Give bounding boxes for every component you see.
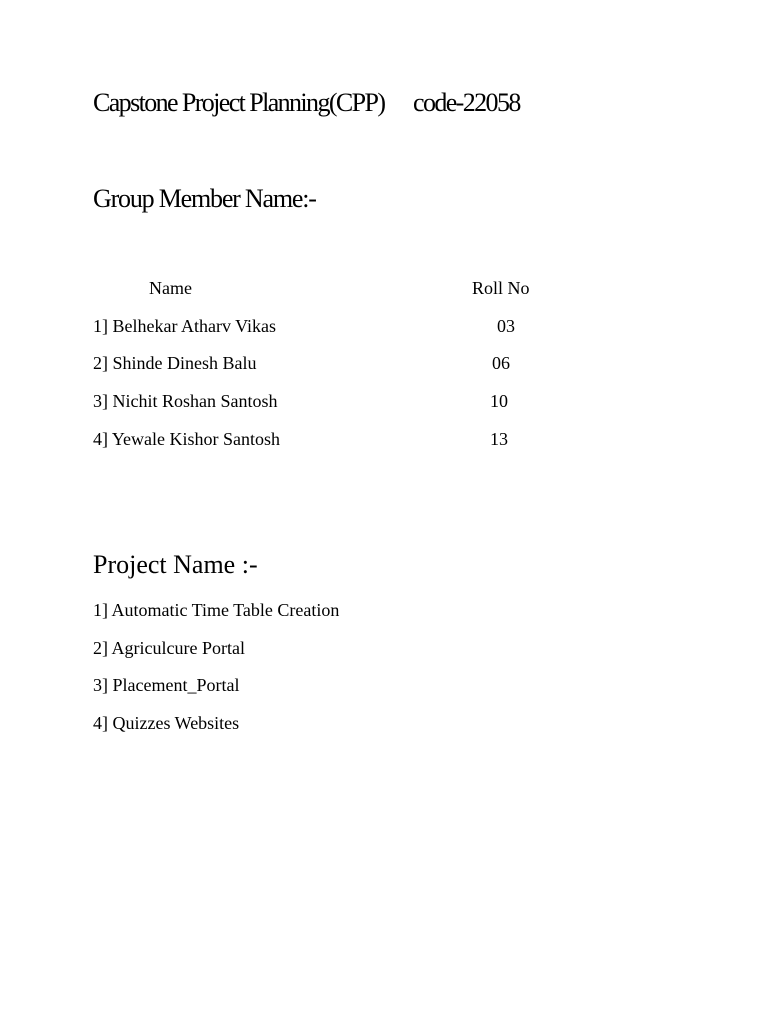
- name-column-header: Name: [149, 278, 192, 298]
- member-name: 3] Nichit Roshan Santosh: [93, 391, 278, 412]
- list-item: 3] Placement_Portal: [93, 675, 240, 696]
- member-roll-no: 13: [490, 428, 508, 449]
- list-item: 2] Agriculcure Portal: [93, 637, 245, 658]
- project-name-heading: Project Name :-: [93, 550, 258, 579]
- table-row: [93, 389, 573, 427]
- member-roll-no: 03: [497, 315, 515, 336]
- member-name: 4] Yewale Kishor Santosh: [93, 428, 280, 449]
- member-name: 2] Shinde Dinesh Balu: [93, 353, 257, 374]
- document-title: Capstone Project Planning(CPP): [93, 88, 385, 117]
- list-item: 4] Quizzes Websites: [93, 713, 240, 734]
- member-name: 1] Belhekar Atharv Vikas: [93, 315, 277, 336]
- list-item: 1] Automatic Time Table Creation: [93, 600, 340, 620]
- project-list: [93, 598, 339, 749]
- roll-no-column-header: Roll No: [472, 278, 530, 298]
- member-roll-no: 10: [490, 391, 508, 412]
- table-header-row: [93, 276, 573, 314]
- group-member-heading: Group Member Name:-: [93, 184, 316, 213]
- member-table: [93, 276, 573, 464]
- table-row: [93, 314, 573, 352]
- table-row: [93, 351, 573, 389]
- subject-code: code-22058: [413, 88, 520, 117]
- member-roll-no: 06: [492, 353, 510, 374]
- table-row: [93, 427, 573, 465]
